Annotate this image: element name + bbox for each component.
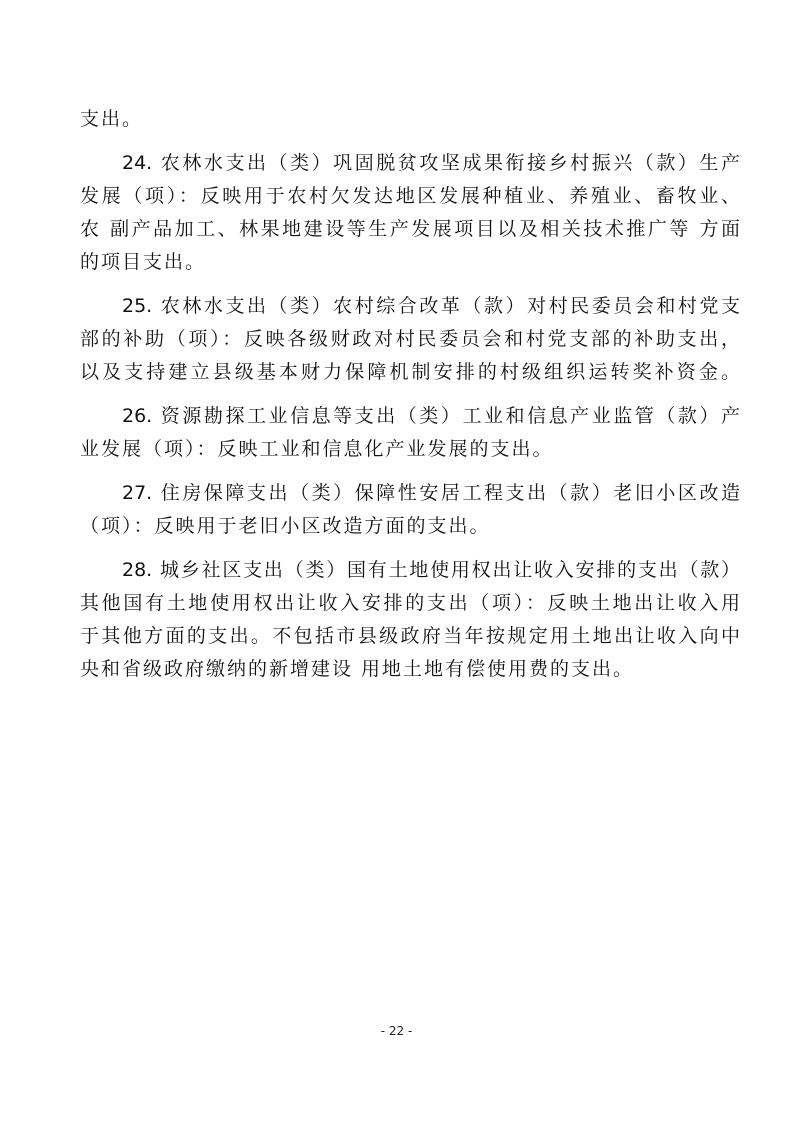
text-line: 央和省级政府缴纳的新增建设 用地土地有偿使用费的支出。 — [80, 658, 635, 680]
page-number: - 22 - — [380, 1024, 413, 1038]
text-line: 25. 农林水支出（类）农村综合改革（款）对村民委员会和村党支 — [122, 295, 740, 317]
text-line: （项）：反映用于老旧小区改造方面的支出。 — [80, 515, 491, 537]
paragraph-continuation — [80, 103, 740, 136]
text-line: 支出。 — [80, 108, 144, 130]
text-line: 26. 资源勘探工业信息等支出（类）工业和信息产业监管（款）产 — [122, 405, 740, 427]
text-line: 农 副产品加工、林果地建设等生产发展项目以及相关技术推广等 方面 — [80, 218, 740, 240]
paragraph-item-24 — [80, 147, 740, 279]
paragraph-item-25 — [80, 290, 740, 389]
document-body — [80, 103, 740, 686]
paragraph-item-28 — [80, 554, 740, 686]
text-line: 业发展（项）：反映工业和信息化产业发展的支出。 — [80, 438, 554, 460]
text-line: 部的补助（项）：反映各级财政对村民委员会和村党支部的补助支出， — [80, 328, 740, 350]
text-line: 其他国有土地使用权出让收入安排的支出（项）：反映土地出让收入用 — [80, 592, 740, 614]
text-line: 27. 住房保障支出（类）保障性安居工程支出（款）老旧小区改造 — [122, 482, 740, 504]
text-line: 28. 城乡社区支出（类）国有土地使用权出让收入安排的支出（款） — [122, 559, 740, 581]
text-line: 发展（项）：反映用于农村欠发达地区发展种植业、养殖业、畜牧业、 — [80, 185, 740, 207]
paragraph-item-27 — [80, 477, 740, 543]
text-line: 的项目支出。 — [80, 251, 207, 273]
paragraph-item-26 — [80, 400, 740, 466]
text-line: 24. 农林水支出（类）巩固脱贫攻坚成果衔接乡村振兴（款）生产 — [122, 152, 740, 174]
text-line: 于其他方面的支出。不包括市县级政府当年按规定用土地出让收入向中 — [80, 625, 740, 647]
text-line: 以及支持建立县级基本财力保障机制安排的村级组织运转奖补资金。 — [80, 361, 740, 383]
